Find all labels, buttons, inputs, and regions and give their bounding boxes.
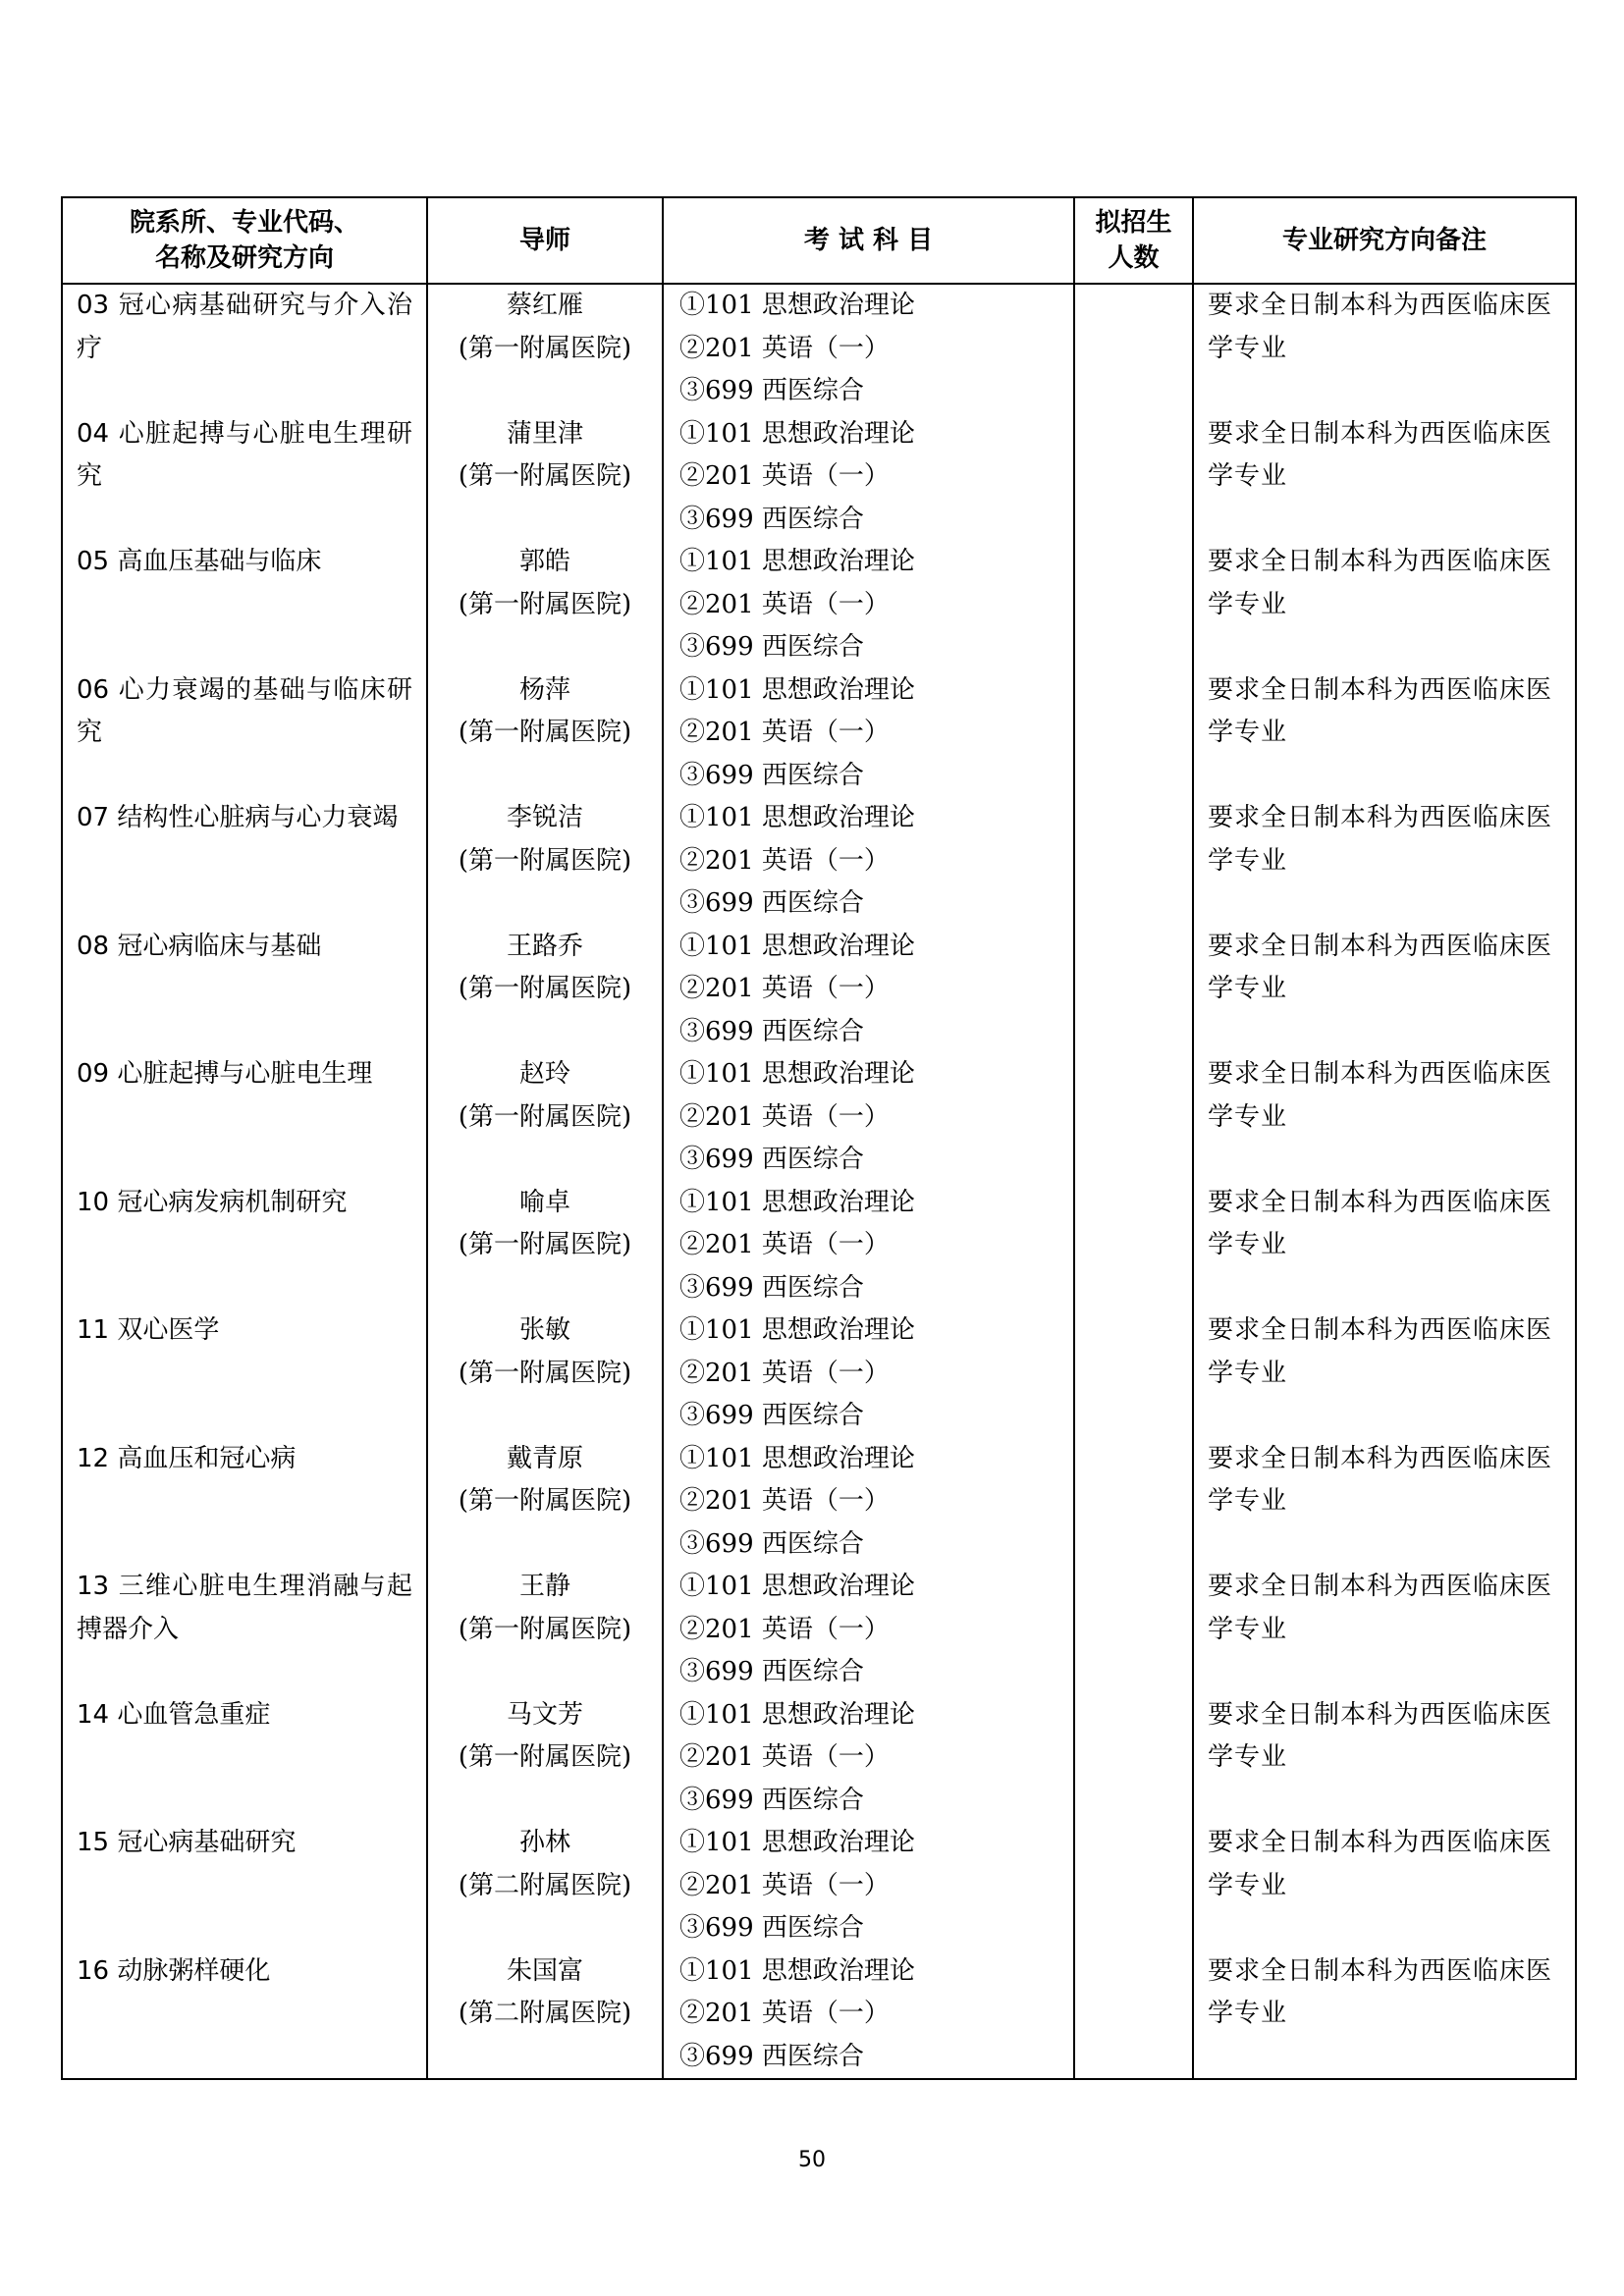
exam-subject: ③699 西医综合: [679, 1657, 864, 1686]
exam-subject: ③699 西医综合: [679, 632, 864, 662]
note-cell: [1193, 797, 1576, 926]
supervisor-hospital: (第一附属医院): [458, 1358, 632, 1388]
direction-code: 14: [77, 1699, 110, 1730]
exam-subject: ①101 思想政治理论: [679, 1315, 915, 1345]
note-text: 要求全日制本科为西医临床医学专业: [1208, 803, 1553, 876]
exam-subject: ③699 西医综合: [679, 1528, 864, 1559]
exam-subject: ①101 思想政治理论: [679, 803, 915, 832]
supervisor-name: 朱国富: [506, 1955, 583, 1986]
note-cell: [1193, 1566, 1576, 1694]
direction-cell: [62, 1950, 427, 2080]
direction-name: 心脏起搏与心脏电生理: [117, 1059, 373, 1089]
supervisor-hospital: (第一附属医院): [458, 1230, 632, 1259]
supervisor-cell: [427, 1053, 663, 1182]
exam-subject: ①101 思想政治理论: [679, 1828, 915, 1857]
direction-name: 结构性心脏病与心力衰竭: [117, 803, 399, 832]
exams-cell: [663, 669, 1074, 798]
exam-subject: ①101 思想政治理论: [679, 931, 915, 961]
exams-cell: [663, 926, 1074, 1054]
note-cell: [1193, 413, 1576, 542]
table-header-row: [62, 197, 1576, 284]
supervisor-hospital: (第一附属医院): [458, 1614, 632, 1644]
exam-subject: ①101 思想政治理论: [679, 547, 915, 576]
supervisor-name: 李锐洁: [506, 803, 583, 832]
table-row: [62, 797, 1576, 926]
direction-name: 三维心脏电生理消融与起搏器介入: [77, 1572, 412, 1644]
exam-subject: ②201 英语（一）: [679, 1614, 890, 1644]
note-text: 要求全日制本科为西医临床医学专业: [1208, 931, 1553, 1003]
exam-subject: ②201 英语（一）: [679, 1999, 890, 2028]
exam-subject: ③699 西医综合: [679, 376, 864, 405]
direction-code: 03: [77, 291, 110, 320]
direction-code: 11: [77, 1315, 110, 1345]
exam-subject: ③699 西医综合: [679, 1913, 864, 1943]
direction-cell: [62, 797, 427, 926]
quota-cell: [1074, 797, 1193, 926]
exam-subject: ②201 英语（一）: [679, 974, 890, 1003]
exam-subject: ①101 思想政治理论: [679, 1059, 915, 1089]
exam-subject: ②201 英语（一）: [679, 461, 890, 491]
exams-cell: [663, 1566, 1074, 1694]
table-row: [62, 284, 1576, 413]
header-quota: 拟招生 人数: [1074, 197, 1193, 284]
table-row: [62, 413, 1576, 542]
quota-cell: [1074, 926, 1193, 1054]
supervisor-hospital: (第二附属医院): [458, 1870, 632, 1900]
exam-subject: ②201 英语（一）: [679, 1358, 890, 1388]
direction-code: 07: [77, 803, 110, 832]
note-text: 要求全日制本科为西医临床医学专业: [1208, 418, 1553, 491]
note-text: 要求全日制本科为西医临床医学专业: [1208, 1699, 1553, 1772]
note-cell: [1193, 284, 1576, 413]
exam-subject: ①101 思想政治理论: [679, 291, 915, 320]
exams-cell: [663, 1822, 1074, 1950]
note-cell: [1193, 1950, 1576, 2080]
note-text: 要求全日制本科为西医临床医学专业: [1208, 291, 1553, 363]
supervisor-name: 郭皓: [518, 547, 570, 576]
quota-cell: [1074, 1822, 1193, 1950]
note-cell: [1193, 1182, 1576, 1310]
direction-name: 高血压基础与临床: [117, 547, 322, 576]
exam-subject: ①101 思想政治理论: [679, 1443, 915, 1473]
supervisor-hospital: (第一附属医院): [458, 718, 632, 747]
direction-code: 12: [77, 1443, 110, 1473]
table-row: [62, 1950, 1576, 2080]
supervisor-hospital: (第一附属医院): [458, 589, 632, 619]
supervisor-hospital: (第一附属医院): [458, 845, 632, 876]
note-cell: [1193, 1822, 1576, 1950]
direction-code: 05: [77, 547, 110, 576]
header-direction: 院系所、专业代码、 名称及研究方向: [62, 197, 427, 284]
exam-subject: ③699 西医综合: [679, 888, 864, 918]
note-text: 要求全日制本科为西医临床医学专业: [1208, 1443, 1553, 1516]
exam-subject: ②201 英语（一）: [679, 1742, 890, 1772]
table-row: [62, 1053, 1576, 1182]
direction-cell: [62, 284, 427, 413]
supervisor-name: 张敏: [518, 1315, 570, 1345]
quota-cell: [1074, 284, 1193, 413]
supervisor-name: 赵玲: [518, 1059, 570, 1089]
note-text: 要求全日制本科为西医临床医学专业: [1208, 1828, 1553, 1900]
direction-name: 高血压和冠心病: [117, 1443, 297, 1473]
exams-cell: [663, 1309, 1074, 1438]
table-row: [62, 1694, 1576, 1823]
quota-cell: [1074, 1694, 1193, 1823]
exams-cell: [663, 284, 1074, 413]
exams-cell: [663, 1950, 1074, 2080]
note-text: 要求全日制本科为西医临床医学专业: [1208, 1315, 1553, 1388]
supervisor-name: 喻卓: [518, 1187, 570, 1217]
exams-cell: [663, 1053, 1074, 1182]
direction-name: 冠心病基础研究与介入治疗: [77, 291, 412, 363]
table-row: [62, 1566, 1576, 1694]
supervisor-cell: [427, 926, 663, 1054]
exam-subject: ①101 思想政治理论: [679, 1699, 915, 1730]
table-row: [62, 1182, 1576, 1310]
table-row: [62, 1309, 1576, 1438]
direction-cell: [62, 413, 427, 542]
supervisor-cell: [427, 1694, 663, 1823]
direction-name: 冠心病临床与基础: [117, 931, 322, 961]
supervisor-name: 王静: [518, 1572, 570, 1601]
supervisor-cell: [427, 1438, 663, 1567]
direction-name: 心血管急重症: [117, 1699, 271, 1730]
direction-name: 双心医学: [117, 1315, 220, 1345]
supervisor-name: 蔡红雁: [506, 291, 583, 320]
direction-cell: [62, 541, 427, 669]
supervisor-name: 戴青原: [506, 1443, 583, 1473]
note-cell: [1193, 541, 1576, 669]
exam-subject: ①101 思想政治理论: [679, 418, 915, 449]
header-supervisor: 导师: [427, 197, 663, 284]
supervisor-hospital: (第二附属医院): [458, 1999, 632, 2028]
direction-code: 04: [77, 418, 110, 449]
supervisor-hospital: (第一附属医院): [458, 461, 632, 491]
direction-code: 08: [77, 931, 110, 961]
direction-cell: [62, 1309, 427, 1438]
note-cell: [1193, 1053, 1576, 1182]
direction-cell: [62, 1182, 427, 1310]
table-row: [62, 926, 1576, 1054]
direction-name: 动脉粥样硬化: [117, 1955, 271, 1986]
exams-cell: [663, 1694, 1074, 1823]
direction-cell: [62, 669, 427, 798]
quota-cell: [1074, 1053, 1193, 1182]
note-cell: [1193, 1309, 1576, 1438]
direction-cell: [62, 1438, 427, 1567]
quota-cell: [1074, 1566, 1193, 1694]
direction-code: 09: [77, 1059, 110, 1089]
note-text: 要求全日制本科为西医临床医学专业: [1208, 1187, 1553, 1259]
exam-subject: ①101 思想政治理论: [679, 1955, 915, 1986]
supervisor-cell: [427, 669, 663, 798]
quota-cell: [1074, 1950, 1193, 2080]
exam-subject: ②201 英语（一）: [679, 1486, 890, 1516]
note-cell: [1193, 669, 1576, 798]
table-row: [62, 1822, 1576, 1950]
exams-cell: [663, 1182, 1074, 1310]
exams-cell: [663, 797, 1074, 926]
exam-subject: ①101 思想政治理论: [679, 1187, 915, 1217]
note-text: 要求全日制本科为西医临床医学专业: [1208, 1572, 1553, 1644]
supervisor-name: 王路乔: [506, 931, 583, 961]
quota-cell: [1074, 1438, 1193, 1567]
exams-cell: [663, 1438, 1074, 1567]
direction-code: 15: [77, 1828, 110, 1857]
direction-code: 13: [77, 1572, 110, 1601]
supervisor-name: 杨萍: [518, 674, 570, 705]
direction-name: 冠心病基础研究: [117, 1828, 297, 1857]
exam-subject: ①101 思想政治理论: [679, 1572, 915, 1601]
exam-subject: ③699 西医综合: [679, 1145, 864, 1174]
direction-cell: [62, 1694, 427, 1823]
supervisor-cell: [427, 1309, 663, 1438]
admissions-table: [61, 196, 1577, 2080]
supervisor-name: 孙林: [518, 1828, 570, 1857]
supervisor-hospital: (第一附属医院): [458, 1101, 632, 1132]
supervisor-hospital: (第一附属医院): [458, 974, 632, 1003]
quota-cell: [1074, 1182, 1193, 1310]
quota-cell: [1074, 1309, 1193, 1438]
supervisor-cell: [427, 541, 663, 669]
direction-code: 10: [77, 1187, 110, 1217]
exam-subject: ③699 西医综合: [679, 1785, 864, 1815]
exam-subject: ②201 英语（一）: [679, 589, 890, 619]
quota-cell: [1074, 669, 1193, 798]
exam-subject: ③699 西医综合: [679, 1016, 864, 1046]
supervisor-hospital: (第一附属医院): [458, 1486, 632, 1516]
supervisor-name: 蒲里津: [506, 418, 583, 449]
exam-subject: ③699 西医综合: [679, 504, 864, 534]
exams-cell: [663, 541, 1074, 669]
direction-name: 心脏起搏与心脏电生理研究: [77, 418, 412, 491]
exam-subject: ①101 思想政治理论: [679, 674, 915, 705]
exams-cell: [663, 413, 1074, 542]
table-row: [62, 669, 1576, 798]
direction-cell: [62, 1566, 427, 1694]
exam-subject: ②201 英语（一）: [679, 333, 890, 363]
direction-cell: [62, 1822, 427, 1950]
supervisor-cell: [427, 1822, 663, 1950]
supervisor-cell: [427, 284, 663, 413]
table-row: [62, 541, 1576, 669]
exam-subject: ②201 英语（一）: [679, 1230, 890, 1259]
note-cell: [1193, 1694, 1576, 1823]
header-exams: 考 试 科 目: [663, 197, 1074, 284]
supervisor-name: 马文芳: [506, 1699, 583, 1730]
direction-code: 06: [77, 674, 110, 705]
exam-subject: ②201 英语（一）: [679, 845, 890, 876]
exam-subject: ③699 西医综合: [679, 760, 864, 790]
direction-name: 心力衰竭的基础与临床研究: [77, 674, 412, 747]
direction-cell: [62, 926, 427, 1054]
exam-subject: ③699 西医综合: [679, 1272, 864, 1303]
supervisor-cell: [427, 1950, 663, 2080]
note-text: 要求全日制本科为西医临床医学专业: [1208, 674, 1553, 747]
exam-subject: ②201 英语（一）: [679, 718, 890, 747]
direction-code: 16: [77, 1955, 110, 1986]
supervisor-cell: [427, 797, 663, 926]
exam-subject: ②201 英语（一）: [679, 1101, 890, 1132]
supervisor-hospital: (第一附属医院): [458, 1742, 632, 1772]
table-row: [62, 1438, 1576, 1567]
header-note: 专业研究方向备注: [1193, 197, 1576, 284]
quota-cell: [1074, 541, 1193, 669]
exam-subject: ③699 西医综合: [679, 1401, 864, 1430]
direction-cell: [62, 1053, 427, 1182]
page-number: 50: [798, 2148, 826, 2172]
note-text: 要求全日制本科为西医临床医学专业: [1208, 1059, 1553, 1132]
supervisor-cell: [427, 1566, 663, 1694]
note-text: 要求全日制本科为西医临床医学专业: [1208, 547, 1553, 619]
supervisor-cell: [427, 413, 663, 542]
exam-subject: ③699 西医综合: [679, 2041, 864, 2071]
supervisor-hospital: (第一附属医院): [458, 333, 632, 363]
exam-subject: ②201 英语（一）: [679, 1870, 890, 1900]
note-cell: [1193, 926, 1576, 1054]
supervisor-cell: [427, 1182, 663, 1310]
quota-cell: [1074, 413, 1193, 542]
note-cell: [1193, 1438, 1576, 1567]
direction-name: 冠心病发病机制研究: [117, 1187, 348, 1217]
note-text: 要求全日制本科为西医临床医学专业: [1208, 1955, 1553, 2028]
